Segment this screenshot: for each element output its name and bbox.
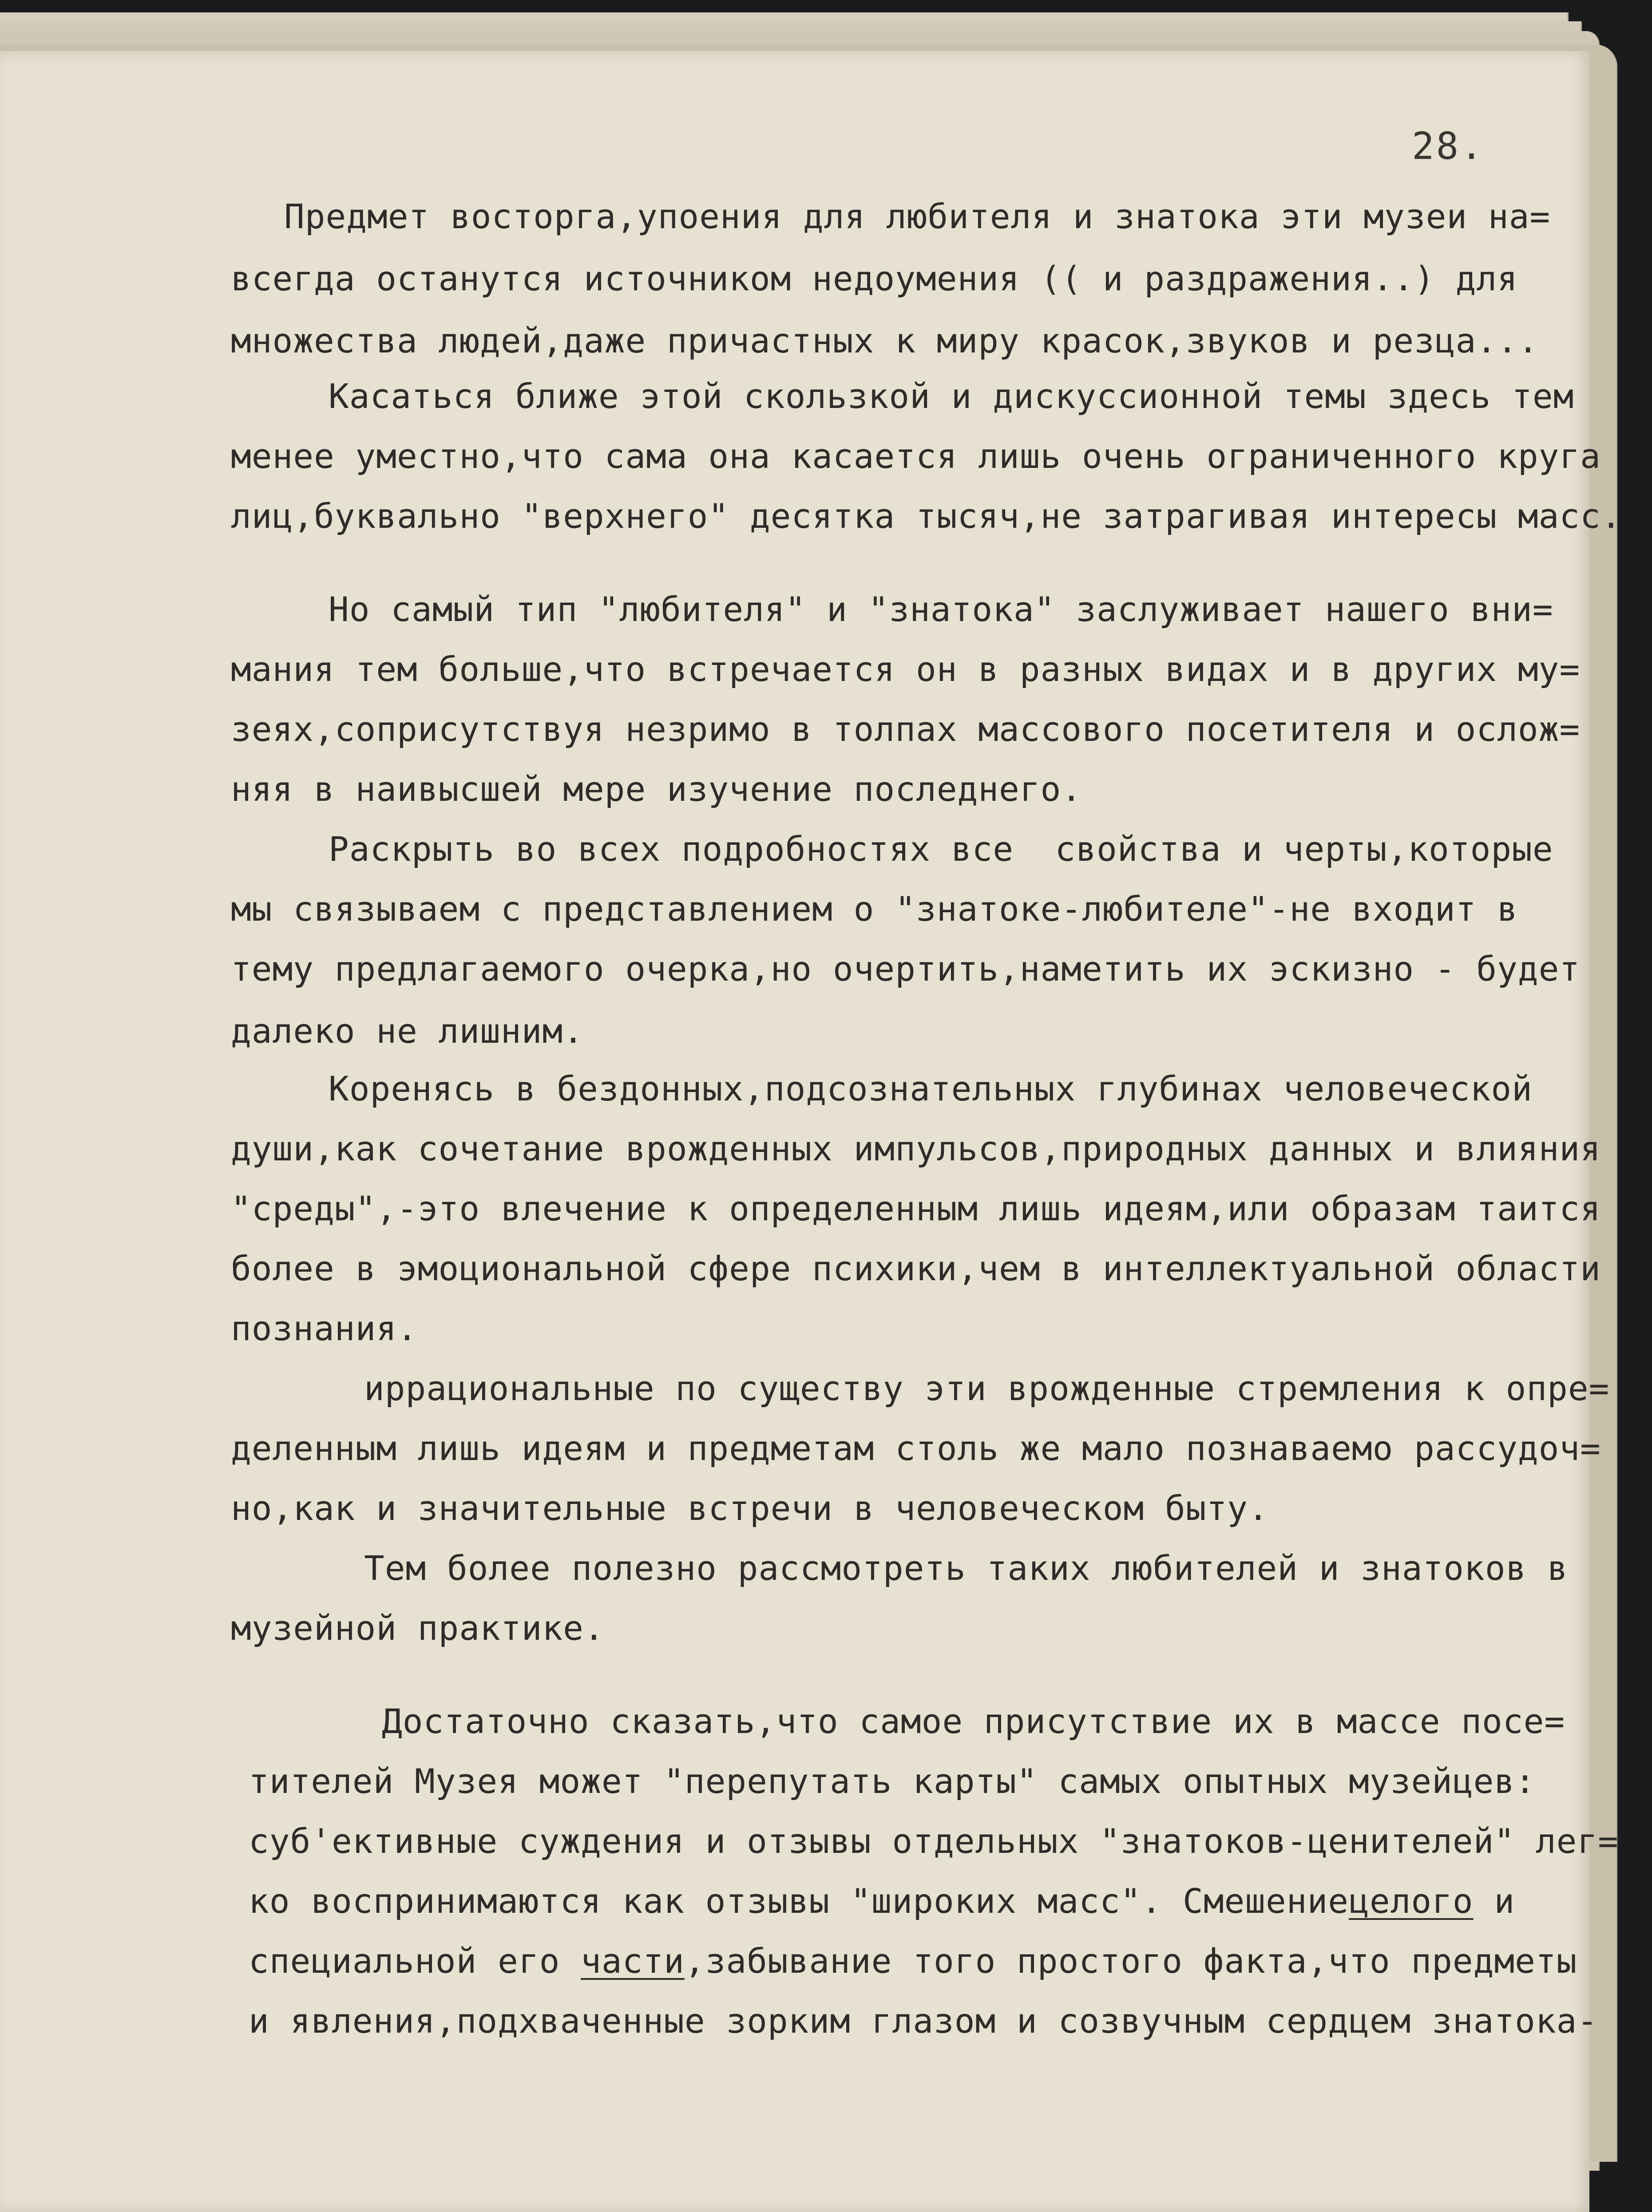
text-fragment: и <box>1473 1881 1515 1921</box>
text-line: познания. <box>231 1309 418 1348</box>
text-line: Но самый тип "любителя" и "знатока" заслуживает нашего вни= <box>329 590 1553 629</box>
text-line: няя в наивысшей мере изучение последнего. <box>231 769 1082 809</box>
underlined-word: целого <box>1349 1881 1474 1921</box>
text-line: Тем более полезно рассмотреть таких любителей и знатоков в <box>364 1548 1568 1588</box>
text-line: музейной практике. <box>231 1608 605 1648</box>
text-line: иррациональные по существу эти врожденные стремления к опре= <box>364 1369 1610 1408</box>
text-line: множества людей,даже причастных к миру красок,звуков и резца... <box>231 321 1539 360</box>
text-line: души,как сочетание врожденных импульсов,природных данных и влияния <box>231 1129 1601 1168</box>
text-line: "среды",-это влечение к определенным лишь идеям,или образам таится <box>231 1189 1601 1228</box>
text-line: Предмет восторга,упоения для любителя и знатока эти музеи на= <box>284 197 1551 236</box>
text-line: суб'ективные суждения и отзывы отдельных "знатоков-ценителей" лег= <box>249 1821 1619 1861</box>
text-line: тителей Музея может "перепутать карты" самых опытных музейцев: <box>249 1761 1536 1801</box>
text-line: зеях,соприсутствуя незримо в толпах массового посетителя и ослож= <box>231 709 1581 749</box>
text-line: мы связываем с представлением о "знатоке-любителе"-не входит в <box>231 889 1518 929</box>
underlined-word: части <box>581 1941 685 1981</box>
text-line: мания тем больше,что встречается он в разных видах и в других му= <box>231 649 1581 689</box>
text-line <box>249 1941 1577 1981</box>
text-fragment: специальной его <box>249 1941 581 1981</box>
text-line: тему предлагаемого очерка,но очертить,наметить их эскизно - будет <box>231 949 1581 989</box>
text-line: Коренясь в бездонных,подсознательных глубинах человеческой <box>329 1069 1533 1108</box>
text-line: всегда останутся источником недоумения (( и раздражения..) для <box>231 259 1518 298</box>
text-fragment: ,забывание того простого факта,что предметы <box>684 1941 1577 1981</box>
text-fragment: ко воспринимаются как отзывы "широких масс". Смешение <box>249 1881 1349 1921</box>
text-line: Достаточно сказать,что самое присутствие их в массе посе= <box>382 1702 1565 1741</box>
text-line: более в эмоциональной сфере психики,чем в интеллектуальной области <box>231 1249 1601 1288</box>
text-line: Раскрыть во всех подробностях все свойства и черты,которые <box>329 829 1553 869</box>
text-line: деленным лишь идеям и предметам столь же мало познаваемо рассудоч= <box>231 1429 1601 1468</box>
text-line: но,как и значительные встречи в человеческом быту. <box>231 1488 1269 1528</box>
text-line: далеко не лишним. <box>231 1011 584 1051</box>
text-line <box>249 1881 1515 1921</box>
text-line: и явления,подхваченные зорким глазом и созвучным сердцем знатока- <box>249 2001 1598 2041</box>
text-line: лиц,буквально "верхнего" десятка тысяч,не затрагивая интересы масс. <box>231 496 1622 536</box>
text-line: Касаться ближе этой скользкой и дискуссионной темы здесь тем <box>329 376 1574 416</box>
page-number: 28. <box>1412 124 1485 168</box>
text-line: менее уместно,что сама она касается лишь очень ограниченного круга <box>231 436 1601 476</box>
